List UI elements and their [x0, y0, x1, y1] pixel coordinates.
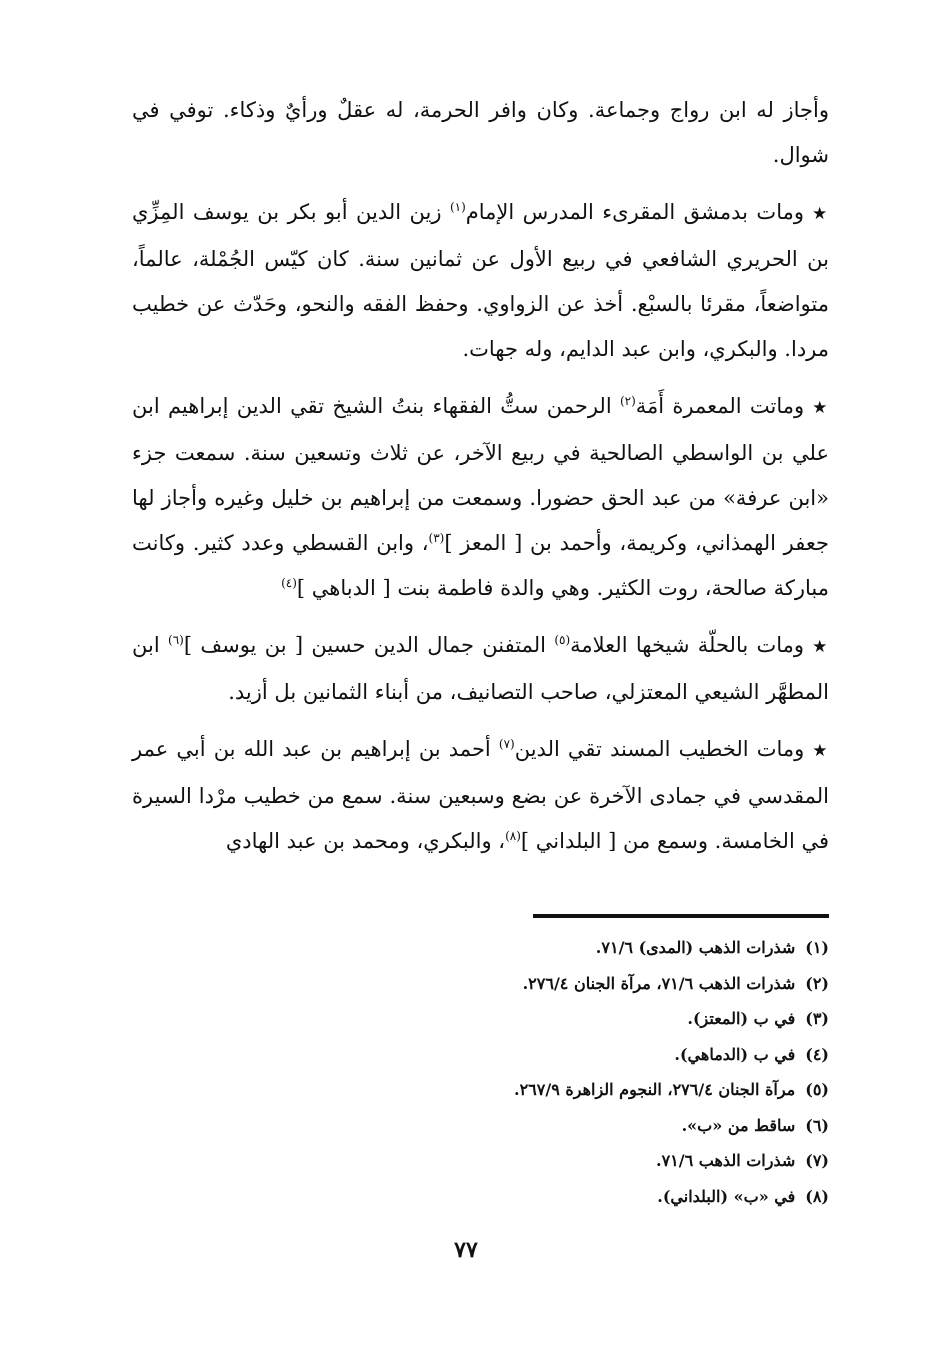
- footnotes-list: [309, 930, 829, 1214]
- text-run: ومات بدمشق المقرىء المدرس الإمام: [465, 200, 804, 224]
- main-text: [132, 88, 829, 876]
- footnote-ref: (١): [449, 200, 466, 214]
- footnote-ref: (٣): [428, 531, 445, 545]
- footnote-ref: (٥): [554, 633, 571, 647]
- text-run: ، والبكري، ومحمد بن عبد الهادي: [225, 829, 506, 853]
- text-run: وماتت المعمرة أَمَة: [635, 394, 805, 418]
- footnote: [309, 1037, 829, 1073]
- text-run: زين الدين أبو بكر بن يوسف المِزِّي بن الحريري الشافعي في ربيع الأول عن ثمانين سنة. كان كيّس الجُمْلة، عالماً، متواضعاً، مقرئا بالسبْع. أخذ عن الزواوي. وحفظ الفقه والنحو، وحَدّث عن خطيب مردا. والبكري، وابن عبد الدايم، وله جهات.: [132, 200, 829, 361]
- footnote-ref: (٦): [168, 633, 184, 647]
- footnote-number: (١): [805, 938, 829, 957]
- footnote-number: (٢): [805, 973, 829, 993]
- footnote-text: شذرات الذهب ٧١/٦.: [656, 1151, 796, 1170]
- text-run: ، وابن القسطي وعدد كثير. وكانت مباركة صالحة، روت الكثير. وهي والدة فاطمة بنت [ الدباهي ]: [132, 531, 829, 600]
- footnote-text: شذرات الذهب ٧١/٦، مرآة الجنان ٢٧٦/٤.: [522, 973, 796, 993]
- footnote: [309, 1108, 829, 1144]
- text-run: أحمد بن إبراهيم بن عبد الله بن أبي عمر المقدسي في جمادى الآخرة عن بضع وسبعين سنة. سمع من خطيب مرْدا السيرة في الخامسة. وسمع من [ البلداني ]: [132, 737, 829, 853]
- footnote: [309, 930, 829, 966]
- footnote-text: شذرات الذهب (المدى) ٧١/٦.: [595, 938, 796, 957]
- footnote: [309, 1143, 829, 1179]
- text-run: المتفنن جمال الدين حسين [ بن يوسف ]: [183, 633, 555, 657]
- footnote-text: في «ب» (البلداني).: [657, 1186, 796, 1206]
- footnote-ref: (٨): [505, 829, 521, 843]
- page-number: ٧٧: [454, 1237, 478, 1263]
- footnote-text: مرآة الجنان ٢٧٦/٤، النجوم الزاهرة ٢٦٧/٩.: [514, 1080, 796, 1099]
- text-run: وأجاز له ابن رواج وجماعة. وكان وافر الحرمة، له عقلٌ ورأيٌ وذكاء. توفي في شوال.: [132, 98, 829, 167]
- footnote: [309, 1072, 829, 1108]
- footnote-number: (٤): [805, 1044, 829, 1064]
- footnote-ref: (٤): [281, 576, 297, 590]
- footnote-ref: (٢): [619, 394, 636, 408]
- footnote-ref: (٧): [498, 737, 515, 751]
- footnote-number: (٨): [805, 1186, 829, 1206]
- text-run: ابن المطهَّر الشيعي المعتزلي، صاحب التصانيف، من أبناء الثمانين بل أزيد.: [132, 633, 829, 704]
- text-run: الرحمن ستُّ الفقهاء بنتُ الشيخ تقي الدين إبراهيم ابن علي بن الواسطي الصالحية في ربيع الآخر، عن ثلاث وتسعين سنة. سمعت جزء «ابن عرفة» من عبد الحق حضورا. وسمعت من إبراهيم بن خليل وغيره وأجاز لها جعفر الهمذاني، وكريمة، وأحمد بن [ المعز ]: [132, 394, 829, 555]
- text-run: ومات بالحلّة شيخها العلامة: [570, 633, 805, 657]
- paragraph: [132, 384, 829, 611]
- footnote: [309, 1179, 829, 1215]
- paragraph: [132, 88, 829, 178]
- paragraph: [132, 190, 829, 372]
- text-run: ومات الخطيب المسند تقي الدين: [514, 737, 805, 761]
- star-marker: ★: [812, 741, 829, 761]
- footnote-text: ساقط من «ب».: [681, 1115, 796, 1135]
- footnote-text: في ب (المعتز).: [687, 1009, 796, 1028]
- footnote-number: (٧): [805, 1151, 829, 1170]
- footnote-number: (٥): [805, 1080, 829, 1099]
- footnote: [309, 1001, 829, 1037]
- star-marker: ★: [812, 637, 829, 657]
- star-marker: ★: [812, 398, 829, 418]
- footnote: [309, 966, 829, 1002]
- footnote-number: (٦): [805, 1115, 829, 1135]
- footnote-separator: [533, 914, 829, 918]
- paragraph: [132, 623, 829, 715]
- footnote-number: (٣): [805, 1009, 829, 1028]
- footnote-text: في ب (الدماهي).: [674, 1044, 796, 1064]
- star-marker: ★: [811, 204, 829, 224]
- paragraph: [132, 727, 829, 864]
